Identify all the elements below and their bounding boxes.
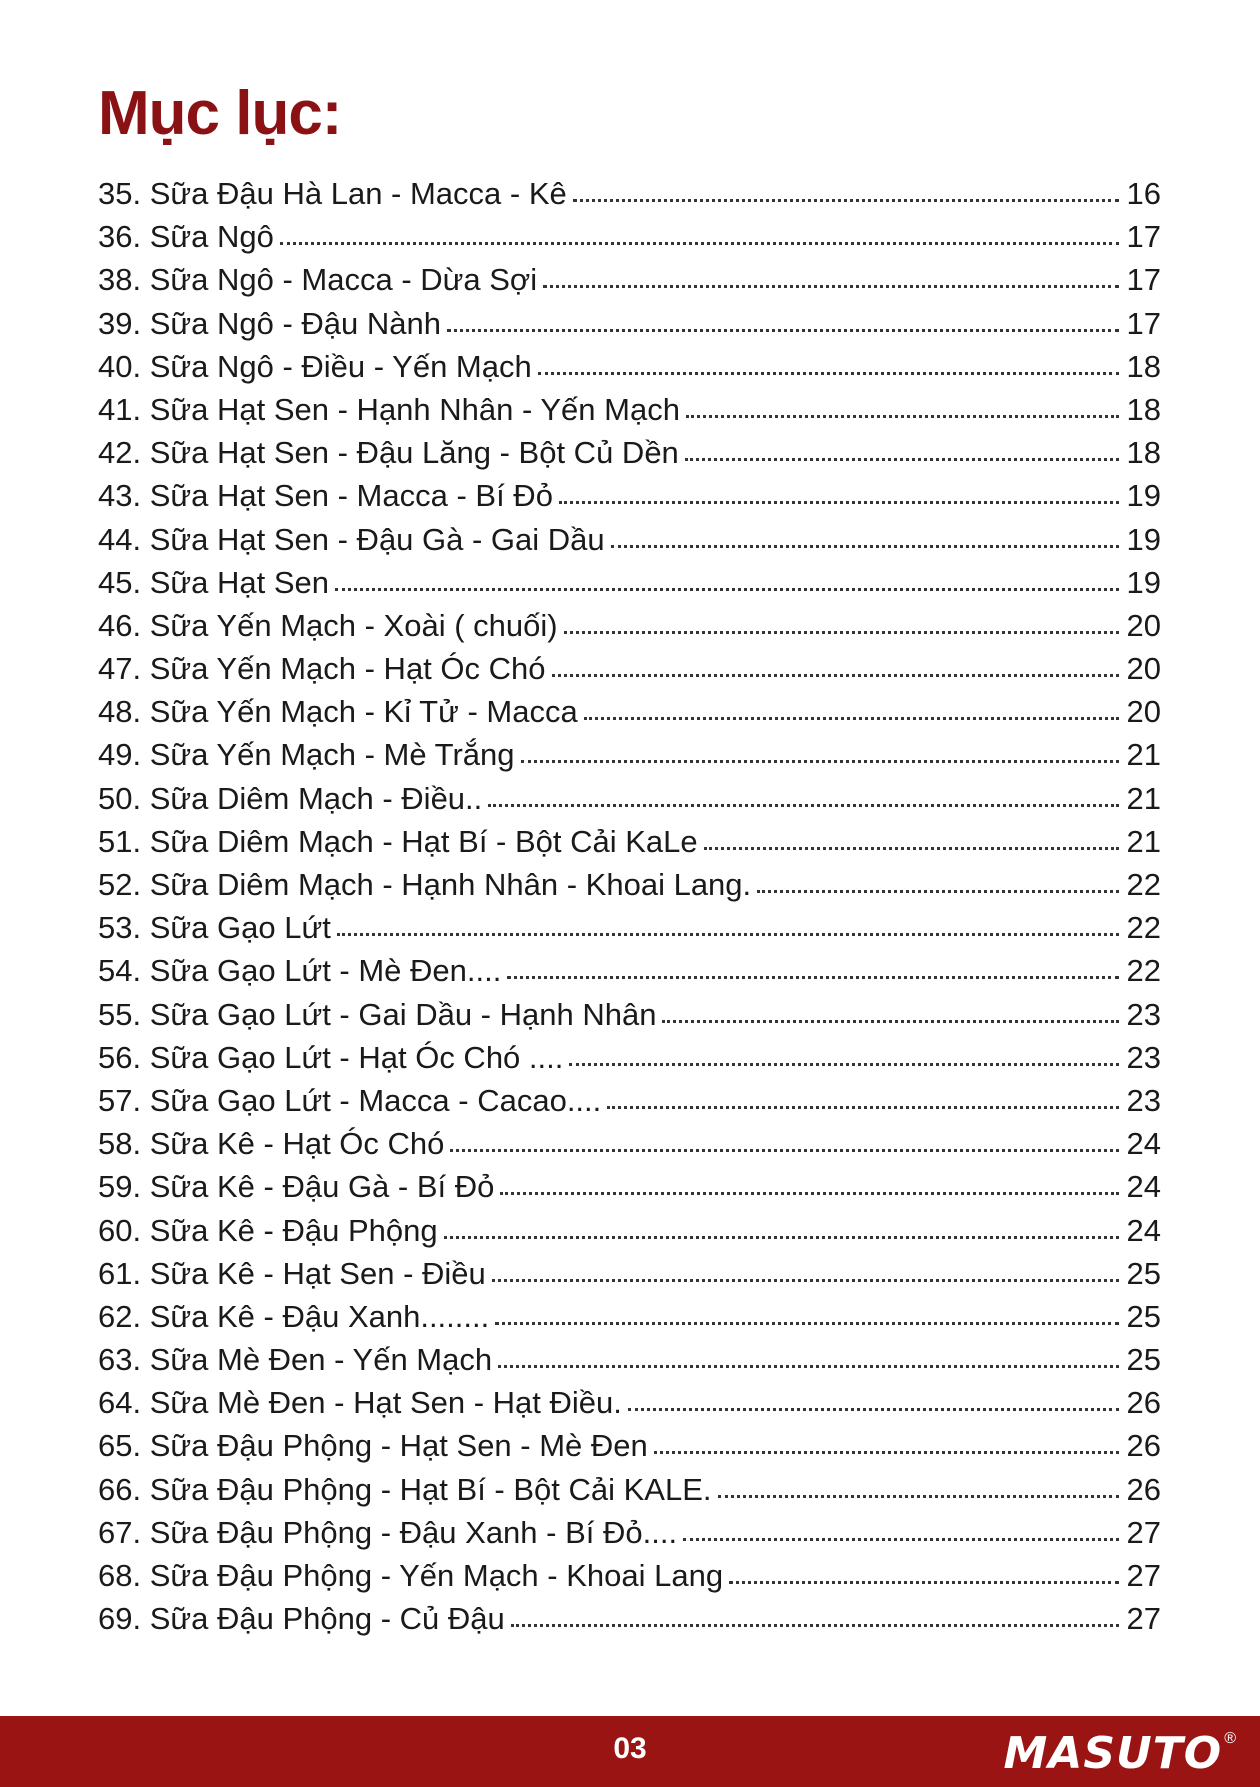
toc-entry[interactable] xyxy=(98,478,1161,521)
table-of-contents xyxy=(98,176,1161,1644)
toc-entry-page: 18 xyxy=(1126,391,1161,427)
toc-entry[interactable] xyxy=(98,1299,1161,1342)
toc-dot-leader xyxy=(538,369,1119,375)
toc-entry-page: 27 xyxy=(1126,1558,1161,1593)
toc-dot-leader xyxy=(584,714,1119,720)
toc-entry[interactable] xyxy=(98,219,1161,262)
toc-entry-page: 17 xyxy=(1126,262,1161,298)
toc-dot-leader xyxy=(564,628,1119,634)
toc-entry[interactable] xyxy=(98,1558,1161,1601)
toc-entry[interactable] xyxy=(98,1126,1161,1169)
toc-entry-label: 62. Sữa Kê - Đậu Xanh........ xyxy=(98,1298,490,1334)
toc-entry[interactable] xyxy=(98,349,1161,392)
toc-entry[interactable] xyxy=(98,565,1161,608)
toc-entry-page: 25 xyxy=(1126,1342,1161,1378)
toc-dot-leader xyxy=(662,1017,1119,1023)
toc-dot-leader xyxy=(718,1492,1119,1498)
toc-entry-label: 58. Sữa Kê - Hạt Óc Chó xyxy=(98,1126,445,1162)
toc-entry-page: 25 xyxy=(1126,1298,1161,1334)
toc-entry-label: 57. Sữa Gạo Lứt - Macca - Cacao.... xyxy=(98,1082,602,1118)
toc-entry-label: 53. Sữa Gạo Lứt xyxy=(98,910,331,946)
toc-entry-label: 67. Sữa Đậu Phộng - Đậu Xanh - Bí Đỏ.... xyxy=(98,1514,678,1550)
toc-dot-leader xyxy=(607,1103,1119,1109)
toc-dot-leader xyxy=(628,1405,1119,1411)
toc-entry[interactable] xyxy=(98,1385,1161,1428)
toc-entry-label: 52. Sữa Diêm Mạch - Hạnh Nhân - Khoai Lang. xyxy=(98,867,752,902)
toc-entry-page: 24 xyxy=(1126,1212,1161,1248)
toc-entry[interactable] xyxy=(98,781,1161,824)
toc-entry-label: 41. Sữa Hạt Sen - Hạnh Nhân - Yến Mạch xyxy=(98,391,680,427)
toc-entry-page: 19 xyxy=(1126,521,1161,557)
toc-entry-label: 46. Sữa Yến Mạch - Xoài ( chuối) xyxy=(98,607,558,643)
toc-entry-page: 20 xyxy=(1126,607,1161,643)
toc-dot-leader xyxy=(729,1578,1119,1584)
toc-entry-page: 23 xyxy=(1126,996,1161,1032)
toc-entry-label: 44. Sữa Hạt Sen - Đậu Gà - Gai Dầu xyxy=(98,521,605,557)
toc-entry-page: 19 xyxy=(1126,564,1161,600)
toc-entry-label: 54. Sữa Gạo Lứt - Mè Đen.... xyxy=(98,953,502,989)
toc-entry-page: 26 xyxy=(1126,1428,1161,1464)
footer-bar xyxy=(0,1716,1260,1787)
toc-entry-label: 59. Sữa Kê - Đậu Gà - Bí Đỏ xyxy=(98,1169,495,1205)
toc-entry-label: 69. Sữa Đậu Phộng - Củ Đậu xyxy=(98,1601,505,1637)
toc-dot-leader xyxy=(450,1146,1119,1152)
toc-entry-label: 38. Sữa Ngô - Macca - Dừa Sợi xyxy=(98,262,538,298)
toc-entry-label: 50. Sữa Diêm Mạch - Điều.. xyxy=(98,780,483,816)
toc-dot-leader xyxy=(559,498,1119,504)
toc-entry[interactable] xyxy=(98,1213,1161,1256)
toc-entry-page: 23 xyxy=(1126,1039,1161,1075)
toc-dot-leader xyxy=(444,1233,1119,1239)
toc-entry-label: 35. Sữa Đậu Hà Lan - Macca - Kê xyxy=(98,176,567,211)
toc-entry[interactable] xyxy=(98,694,1161,737)
toc-entry[interactable] xyxy=(98,306,1161,349)
brand-logo xyxy=(1004,1728,1236,1779)
toc-entry-label: 47. Sữa Yến Mạch - Hạt Óc Chó xyxy=(98,651,546,687)
brand-name: MASUTO xyxy=(1003,1728,1223,1779)
toc-entry[interactable] xyxy=(98,522,1161,565)
toc-entry-label: 43. Sữa Hạt Sen - Macca - Bí Đỏ xyxy=(98,478,553,514)
toc-entry-page: 17 xyxy=(1126,305,1161,341)
toc-entry-label: 39. Sữa Ngô - Đậu Nành xyxy=(98,305,441,341)
toc-entry-label: 56. Sữa Gạo Lứt - Hạt Óc Chó .... xyxy=(98,1039,564,1075)
toc-dot-leader xyxy=(492,1276,1119,1282)
toc-entry-page: 24 xyxy=(1126,1169,1161,1205)
page-title: Mục lục: xyxy=(98,79,342,148)
toc-entry-label: 66. Sữa Đậu Phộng - Hạt Bí - Bột Cải KALE. xyxy=(98,1471,712,1507)
toc-entry[interactable] xyxy=(98,1472,1161,1515)
toc-entry[interactable] xyxy=(98,1342,1161,1385)
toc-entry-label: 61. Sữa Kê - Hạt Sen - Điều xyxy=(98,1255,486,1291)
toc-dot-leader xyxy=(280,239,1119,245)
toc-dot-leader xyxy=(569,1060,1119,1066)
toc-entry-page: 26 xyxy=(1126,1385,1161,1421)
toc-entry[interactable] xyxy=(98,435,1161,478)
toc-dot-leader xyxy=(507,973,1119,979)
toc-entry-page: 20 xyxy=(1126,651,1161,687)
toc-entry-label: 42. Sữa Hạt Sen - Đậu Lăng - Bột Củ Dền xyxy=(98,435,679,471)
toc-dot-leader xyxy=(500,1189,1119,1195)
registered-mark-icon: ® xyxy=(1224,1730,1236,1747)
toc-entry[interactable] xyxy=(98,608,1161,651)
toc-entry[interactable] xyxy=(98,262,1161,305)
toc-entry[interactable] xyxy=(98,867,1161,910)
toc-dot-leader xyxy=(543,282,1119,288)
toc-dot-leader xyxy=(611,542,1119,548)
toc-dot-leader xyxy=(447,326,1119,332)
toc-entry-page: 25 xyxy=(1126,1255,1161,1291)
toc-entry-label: 55. Sữa Gạo Lứt - Gai Dầu - Hạnh Nhân xyxy=(98,996,657,1032)
toc-entry[interactable] xyxy=(98,1256,1161,1299)
toc-dot-leader xyxy=(685,455,1119,461)
toc-dot-leader xyxy=(495,1319,1119,1325)
toc-dot-leader xyxy=(511,1621,1119,1627)
toc-entry[interactable] xyxy=(98,1428,1161,1471)
toc-entry-page: 18 xyxy=(1126,348,1161,384)
toc-entry-label: 64. Sữa Mè Đen - Hạt Sen - Hạt Điều. xyxy=(98,1385,622,1421)
toc-entry-page: 27 xyxy=(1126,1514,1161,1550)
toc-entry-label: 48. Sữa Yến Mạch - Kỉ Tử - Macca xyxy=(98,694,578,730)
toc-entry-page: 21 xyxy=(1126,823,1161,859)
toc-entry-label: 51. Sữa Diêm Mạch - Hạt Bí - Bột Cải KaLe xyxy=(98,823,698,859)
toc-entry-page: 24 xyxy=(1126,1126,1161,1162)
toc-entry-label: 63. Sữa Mè Đen - Yến Mạch xyxy=(98,1342,493,1378)
toc-entry[interactable] xyxy=(98,651,1161,694)
toc-entry[interactable] xyxy=(98,1601,1161,1644)
toc-dot-leader xyxy=(654,1448,1119,1454)
toc-dot-leader xyxy=(757,887,1119,893)
toc-entry-label: 36. Sữa Ngô xyxy=(98,219,274,255)
toc-entry[interactable] xyxy=(98,392,1161,435)
toc-dot-leader xyxy=(704,844,1119,850)
toc-entry-page: 26 xyxy=(1126,1471,1161,1507)
toc-entry-page: 16 xyxy=(1126,176,1161,211)
toc-entry[interactable] xyxy=(98,176,1161,219)
toc-entry-page: 27 xyxy=(1126,1601,1161,1637)
toc-entry[interactable] xyxy=(98,997,1161,1040)
toc-dot-leader xyxy=(335,585,1119,591)
toc-entry-label: 49. Sữa Yến Mạch - Mè Trắng xyxy=(98,737,515,773)
toc-entry-page: 22 xyxy=(1126,953,1161,989)
page-number: 03 xyxy=(613,1732,647,1765)
toc-entry-page: 21 xyxy=(1126,780,1161,816)
toc-entry-label: 45. Sữa Hạt Sen xyxy=(98,564,330,600)
toc-entry[interactable] xyxy=(98,910,1161,953)
toc-entry[interactable] xyxy=(98,737,1161,780)
toc-entry-page: 18 xyxy=(1126,435,1161,471)
toc-entry-page: 21 xyxy=(1126,737,1161,773)
toc-entry-label: 60. Sữa Kê - Đậu Phộng xyxy=(98,1212,438,1248)
toc-dot-leader xyxy=(686,412,1119,418)
toc-entry[interactable] xyxy=(98,953,1161,996)
toc-entry-page: 20 xyxy=(1126,694,1161,730)
toc-entry[interactable] xyxy=(98,1040,1161,1083)
toc-dot-leader xyxy=(521,757,1119,763)
toc-entry[interactable] xyxy=(98,824,1161,867)
toc-entry-page: 19 xyxy=(1126,478,1161,514)
toc-entry-page: 22 xyxy=(1126,867,1161,902)
toc-entry[interactable] xyxy=(98,1515,1161,1558)
toc-dot-leader xyxy=(573,196,1119,202)
toc-entry-label: 65. Sữa Đậu Phộng - Hạt Sen - Mè Đen xyxy=(98,1428,648,1464)
toc-entry[interactable] xyxy=(98,1169,1161,1212)
toc-dot-leader xyxy=(498,1362,1119,1368)
toc-entry-page: 23 xyxy=(1126,1082,1161,1118)
toc-entry-label: 40. Sữa Ngô - Điều - Yến Mạch xyxy=(98,348,532,384)
toc-entry-page: 22 xyxy=(1126,910,1161,946)
toc-dot-leader xyxy=(552,671,1119,677)
toc-entry[interactable] xyxy=(98,1083,1161,1126)
toc-entry-page: 17 xyxy=(1126,219,1161,255)
toc-entry-label: 68. Sữa Đậu Phộng - Yến Mạch - Khoai Lang xyxy=(98,1558,724,1593)
toc-dot-leader xyxy=(337,930,1119,936)
toc-dot-leader xyxy=(683,1535,1119,1541)
toc-dot-leader xyxy=(488,801,1119,807)
